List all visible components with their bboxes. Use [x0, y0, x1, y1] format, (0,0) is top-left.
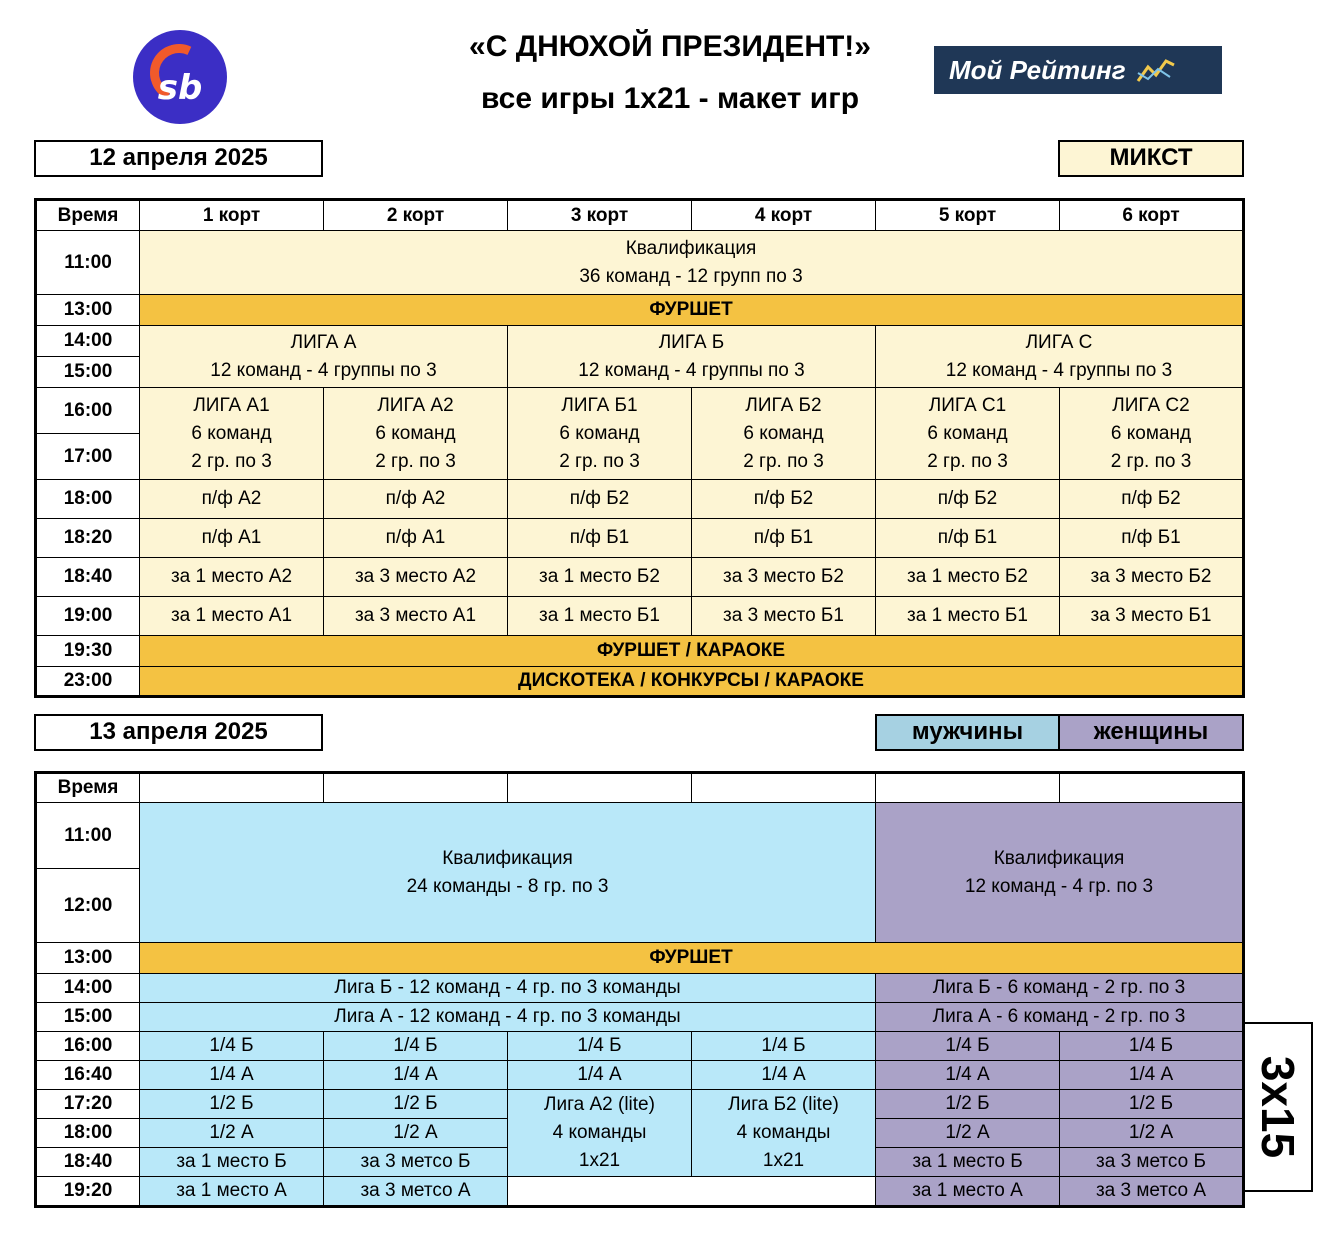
league-a-cell [140, 326, 508, 388]
time-cell: 16:40 [36, 1061, 140, 1090]
subleague-teams: 6 команд [375, 422, 456, 444]
match-cell: за 1 место Б2 [508, 558, 692, 597]
match-cell: п/ф А2 [140, 480, 324, 519]
qualification-title: Квалификация [625, 237, 757, 259]
match-cell: 1/4 Б [140, 1032, 324, 1061]
league-b-cell [508, 326, 876, 388]
match-cell: п/ф Б2 [692, 480, 876, 519]
subleague-name: ЛИГА С2 [1112, 394, 1190, 416]
match-cell: за 3 место А1 [324, 597, 508, 636]
lite-name: Лига Б2 (lite) [728, 1094, 839, 1115]
time-cell: 18:40 [36, 1148, 140, 1177]
subleague-name: ЛИГА Б2 [745, 394, 822, 416]
header-empty [876, 773, 1060, 803]
time-cell: 18:00 [36, 1119, 140, 1148]
subleague-name: ЛИГА А2 [377, 394, 454, 416]
men-league-a-cell: Лига А - 12 команд - 4 гр. по 3 команды [140, 1003, 876, 1032]
subleague-teams: 6 команд [1110, 422, 1192, 444]
time-cell: 14:00 [36, 326, 140, 357]
time-cell: 16:00 [36, 1032, 140, 1061]
match-cell: за 1 место А2 [140, 558, 324, 597]
time-cell: 11:00 [36, 231, 140, 295]
match-cell: 1/2 Б [324, 1090, 508, 1119]
match-cell: п/ф Б1 [692, 519, 876, 558]
match-cell: 1/4 Б [324, 1032, 508, 1061]
match-cell: 1/4 Б [1060, 1032, 1244, 1061]
league-desc: 12 команд - 4 группы по 3 [210, 359, 437, 381]
header-court-4: 4 корт [692, 200, 876, 231]
subleague-cell [1060, 388, 1244, 480]
rating-chart-icon [1136, 55, 1176, 85]
time-cell: 17:00 [36, 434, 140, 480]
time-cell: 15:00 [36, 357, 140, 388]
header-empty [324, 773, 508, 803]
header-court-5: 5 корт [876, 200, 1060, 231]
match-cell: п/ф А2 [324, 480, 508, 519]
moy-reiting-logo-text: Мой Рейтинг [949, 54, 1126, 85]
disco-cell: ДИСКОТЕКА / КОНКУРСЫ / КАРАОКЕ [140, 667, 1244, 697]
match-cell: за 1 место Б [140, 1148, 324, 1177]
lite-format: 1х21 [578, 1150, 621, 1171]
match-cell: 1/4 А [1060, 1061, 1244, 1090]
match-cell: за 3 место А2 [324, 558, 508, 597]
time-cell: 23:00 [36, 667, 140, 697]
match-cell: п/ф Б2 [876, 480, 1060, 519]
header-empty [508, 773, 692, 803]
buffet-karaoke-cell: ФУРШЕТ / КАРАОКЕ [140, 636, 1244, 667]
time-cell: 15:00 [36, 1003, 140, 1032]
subleague-groups: 2 гр. по 3 [1110, 450, 1192, 472]
subleague-teams: 6 команд [559, 422, 640, 444]
subleague-teams: 6 команд [927, 422, 1008, 444]
format-side-text: 3х15 [1252, 1055, 1304, 1159]
match-cell: 1/2 Б [140, 1090, 324, 1119]
day1-date: 12 апреля 2025 [34, 140, 323, 177]
subleague-name: ЛИГА С1 [928, 394, 1007, 416]
subleague-groups: 2 гр. по 3 [375, 450, 456, 472]
match-cell: 1/4 Б [508, 1032, 692, 1061]
time-cell: 18:40 [36, 558, 140, 597]
header-empty [692, 773, 876, 803]
subleague-teams: 6 команд [743, 422, 824, 444]
qualification-title: Квалификация [993, 847, 1125, 869]
match-cell: п/ф Б1 [508, 519, 692, 558]
women-tag: женщины [1058, 714, 1244, 751]
match-cell: 1/4 А [324, 1061, 508, 1090]
empty-cell [508, 1177, 876, 1207]
match-cell: за 3 метсо А [324, 1177, 508, 1207]
qualification-desc: 12 команд - 4 гр. по 3 [964, 875, 1154, 897]
match-cell: за 1 место А1 [140, 597, 324, 636]
qualification-title: Квалификация [442, 847, 573, 869]
women-league-a-cell: Лига А - 6 команд - 2 гр. по 3 [876, 1003, 1244, 1032]
moy-reiting-logo [934, 46, 1222, 94]
women-league-b-cell: Лига Б - 6 команд - 2 гр. по 3 [876, 974, 1244, 1003]
league-name: ЛИГА С [1025, 331, 1093, 353]
match-cell: п/ф А1 [324, 519, 508, 558]
match-cell: п/ф Б2 [1060, 480, 1244, 519]
sb-logo [133, 30, 227, 124]
lite-league-a2-cell [508, 1090, 692, 1177]
men-qualification-cell [140, 803, 876, 943]
header-court-6: 6 корт [1060, 200, 1244, 231]
time-cell: 11:00 [36, 803, 140, 869]
qualification-cell [140, 231, 1244, 295]
match-cell: п/ф Б2 [508, 480, 692, 519]
lite-format: 1х21 [762, 1150, 805, 1171]
match-cell: за 3 метсо Б [324, 1148, 508, 1177]
lite-teams: 4 команды [736, 1122, 831, 1143]
lunch-cell: ФУРШЕТ [140, 295, 1244, 326]
day2-date: 13 апреля 2025 [34, 714, 323, 751]
time-cell: 18:20 [36, 519, 140, 558]
subleague-name: ЛИГА Б1 [561, 394, 638, 416]
subleague-cell [140, 388, 324, 480]
mixed-tag: МИКСТ [1058, 140, 1244, 177]
match-cell: за 1 место Б1 [508, 597, 692, 636]
match-cell: п/ф Б1 [1060, 519, 1244, 558]
match-cell: за 1 место А [140, 1177, 324, 1207]
subleague-cell [876, 388, 1060, 480]
match-cell: 1/2 Б [1060, 1090, 1244, 1119]
header-empty [1060, 773, 1244, 803]
match-cell: за 3 метсо А [1060, 1177, 1244, 1207]
time-cell: 12:00 [36, 869, 140, 943]
league-c-cell [876, 326, 1244, 388]
header-empty [140, 773, 324, 803]
header-court-1: 1 корт [140, 200, 324, 231]
lite-teams: 4 команды [552, 1122, 647, 1143]
subleague-teams: 6 команд [191, 422, 272, 444]
subleague-cell [508, 388, 692, 480]
match-cell: 1/2 А [140, 1119, 324, 1148]
league-name: ЛИГА А [290, 331, 357, 353]
day1-schedule-table [34, 198, 1245, 698]
match-cell: 1/4 А [508, 1061, 692, 1090]
match-cell: 1/4 Б [876, 1032, 1060, 1061]
match-cell: п/ф А1 [140, 519, 324, 558]
header-court-2: 2 корт [324, 200, 508, 231]
sb-logo-text: sb [157, 68, 203, 108]
day2-schedule-table [34, 771, 1245, 1208]
match-cell: за 1 место Б [876, 1148, 1060, 1177]
match-cell: за 1 место Б1 [876, 597, 1060, 636]
match-cell: за 3 место Б1 [1060, 597, 1244, 636]
time-cell: 13:00 [36, 295, 140, 326]
match-cell: п/ф Б1 [876, 519, 1060, 558]
qualification-desc: 24 команды - 8 гр. по 3 [406, 875, 609, 897]
lite-name: Лига А2 (lite) [544, 1094, 655, 1115]
match-cell: 1/2 А [876, 1119, 1060, 1148]
time-cell: 19:30 [36, 636, 140, 667]
match-cell: за 3 метсо Б [1060, 1148, 1244, 1177]
match-cell: за 1 место А [876, 1177, 1060, 1207]
subleague-cell [692, 388, 876, 480]
match-cell: за 3 место Б2 [692, 558, 876, 597]
header-time: Время [36, 200, 140, 231]
time-cell: 16:00 [36, 388, 140, 434]
lunch-cell: ФУРШЕТ [140, 943, 1244, 974]
match-cell: за 3 место Б1 [692, 597, 876, 636]
page-subtitle: все игры 1х21 - макет игр [480, 82, 860, 115]
subleague-cell [324, 388, 508, 480]
time-cell: 17:20 [36, 1090, 140, 1119]
match-cell: 1/2 А [1060, 1119, 1244, 1148]
time-cell: 19:20 [36, 1177, 140, 1207]
subleague-groups: 2 гр. по 3 [927, 450, 1008, 472]
league-desc: 12 команд - 4 группы по 3 [578, 359, 805, 381]
format-side-label [1243, 1022, 1313, 1192]
subleague-name: ЛИГА А1 [193, 394, 270, 416]
subleague-groups: 2 гр. по 3 [743, 450, 824, 472]
match-cell: 1/4 Б [692, 1032, 876, 1061]
lite-league-b2-cell [692, 1090, 876, 1177]
match-cell: 1/2 Б [876, 1090, 1060, 1119]
subleague-groups: 2 гр. по 3 [191, 450, 272, 472]
subleague-groups: 2 гр. по 3 [559, 450, 640, 472]
header-court-3: 3 корт [508, 200, 692, 231]
match-cell: 1/4 А [692, 1061, 876, 1090]
match-cell: за 1 место Б2 [876, 558, 1060, 597]
qualification-desc: 36 команд - 12 групп по 3 [579, 265, 803, 287]
time-cell: 18:00 [36, 480, 140, 519]
match-cell: за 3 место Б2 [1060, 558, 1244, 597]
time-cell: 14:00 [36, 974, 140, 1003]
time-cell: 19:00 [36, 597, 140, 636]
header-time: Время [36, 773, 140, 803]
league-desc: 12 команд - 4 группы по 3 [945, 359, 1173, 381]
page-title: «С ДНЮХОЙ ПРЕЗИДЕНТ!» [469, 30, 871, 63]
men-tag: мужчины [875, 714, 1060, 751]
women-qualification-cell [876, 803, 1244, 943]
time-cell: 13:00 [36, 943, 140, 974]
match-cell: 1/2 А [324, 1119, 508, 1148]
league-name: ЛИГА Б [658, 331, 725, 353]
match-cell: 1/4 А [140, 1061, 324, 1090]
men-league-b-cell: Лига Б - 12 команд - 4 гр. по 3 команды [140, 974, 876, 1003]
match-cell: 1/4 А [876, 1061, 1060, 1090]
